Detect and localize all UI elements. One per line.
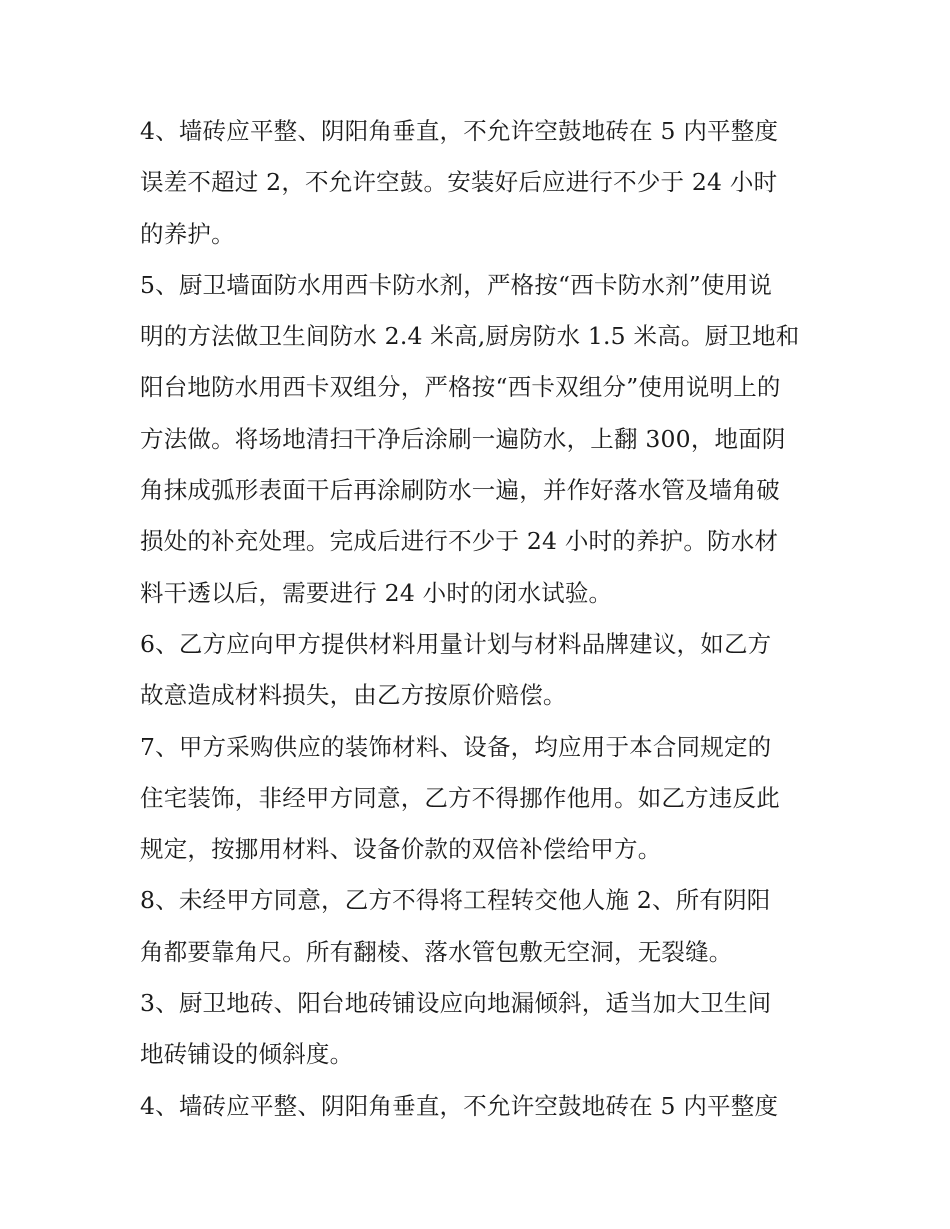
text-line: 4、墙砖应平整、阴阳角垂直，不允许空鼓地砖在 5 内平整度 bbox=[140, 1091, 779, 1120]
text-line: 方法做。将场地清扫干净后涂刷一遍防水，上翻 300，地面阴 bbox=[140, 424, 786, 453]
text-line: 的养护。 bbox=[140, 219, 235, 248]
text-line: 6、乙方应向甲方提供材料用量计划与材料品牌建议，如乙方 bbox=[140, 629, 772, 658]
text-line: 5、厨卫墙面防水用西卡防水剂，严格按“西卡防水剂”使用说 bbox=[140, 270, 773, 299]
text-line: 规定，按挪用材料、设备价款的双倍补偿给甲方。 bbox=[140, 835, 662, 864]
text-line: 3、厨卫地砖、阳台地砖铺设应向地漏倾斜，适当加大卫生间 bbox=[140, 989, 772, 1018]
text-line: 角都要靠角尺。所有翻棱、落水管包敷无空洞，无裂缝。 bbox=[140, 937, 733, 966]
text-line: 料干透以后，需要进行 24 小时的闭水试验。 bbox=[140, 578, 613, 607]
document-body bbox=[140, 106, 820, 1132]
text-line: 明的方法做卫生间防水 2.4 米高,厨房防水 1.5 米高。厨卫地和 bbox=[140, 322, 800, 351]
text-line: 4、墙砖应平整、阴阳角垂直，不允许空鼓地砖在 5 内平整度 bbox=[140, 117, 779, 145]
text-line: 误差不超过 2，不允许空鼓。安装好后应进行不少于 24 小时 bbox=[140, 168, 778, 197]
text-line: 阳台地防水用西卡双组分，严格按“西卡双组分”使用说明上的 bbox=[140, 373, 781, 402]
text-line: 7、甲方采购供应的装饰材料、设备，均应用于本合同规定的 bbox=[140, 732, 772, 761]
text-line: 损处的补充处理。完成后进行不少于 24 小时的养护。防水材 bbox=[140, 527, 779, 556]
text-line: 地砖铺设的倾斜度。 bbox=[140, 1040, 354, 1069]
text-line: 角抹成弧形表面干后再涂刷防水一遍，并作好落水管及墙角破 bbox=[140, 476, 780, 505]
text-line: 故意造成材料损失，由乙方按原价赔偿。 bbox=[140, 681, 567, 710]
text-line: 8、未经甲方同意，乙方不得将工程转交他人施 2、所有阴阳 bbox=[140, 886, 771, 915]
text-line: 住宅装饰，非经甲方同意，乙方不得挪作他用。如乙方违反此 bbox=[140, 783, 780, 812]
